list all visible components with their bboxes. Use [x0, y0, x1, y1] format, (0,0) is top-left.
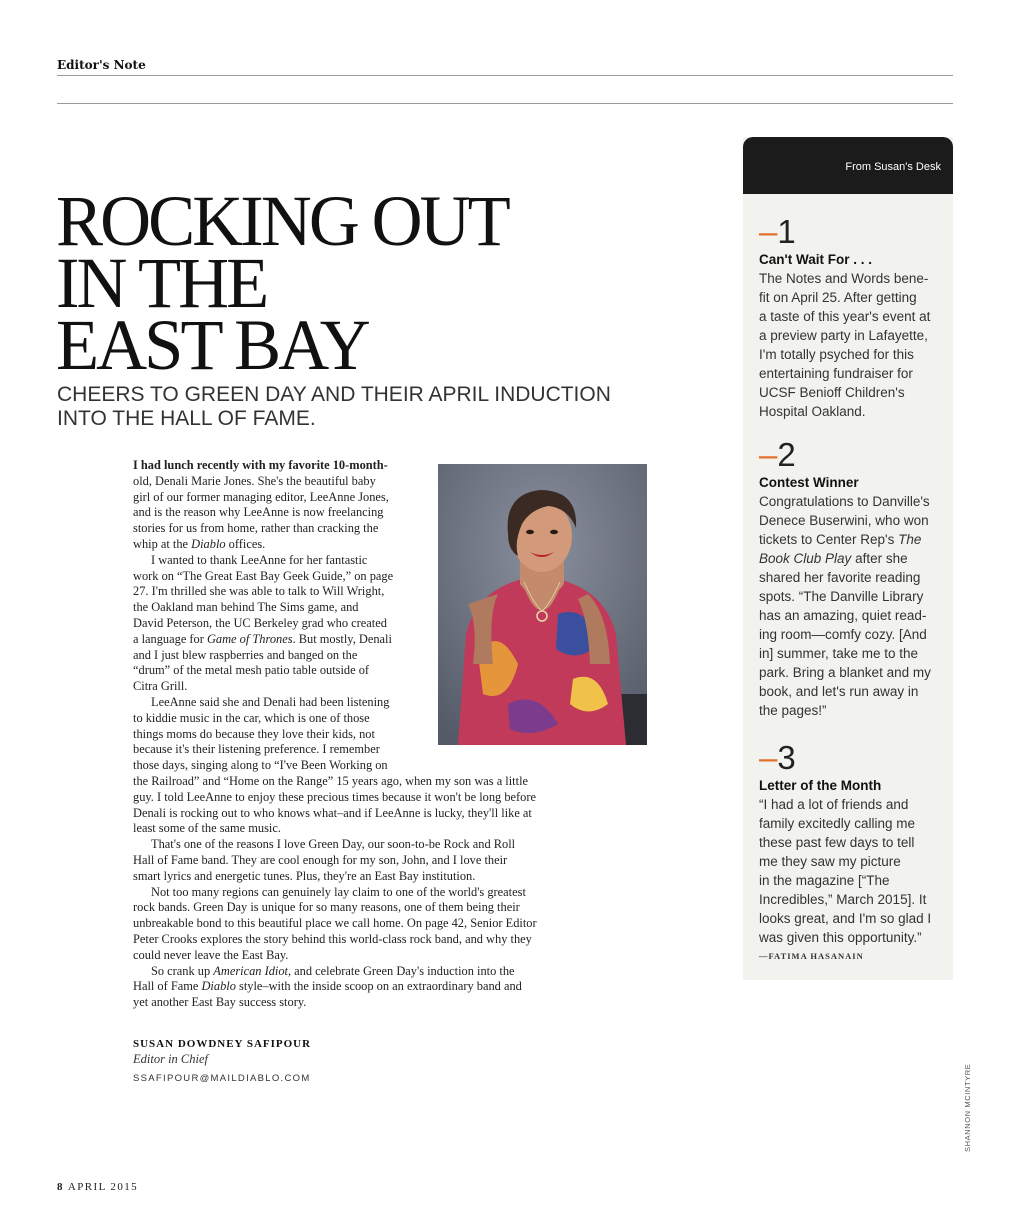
text-line: least some of the same music.	[133, 821, 281, 836]
headline	[56, 181, 508, 385]
number-digit: 1	[777, 213, 795, 250]
paragraph	[133, 885, 573, 964]
text-line: and is the reason why LeeAnne is now freelancing	[133, 505, 384, 520]
subheadline-line: CHEERS TO GREEN DAY AND THEIR APRIL INDUCTION	[57, 383, 611, 406]
text-line: stories for us from home, rather than cracking the	[133, 521, 379, 536]
headline-line: EAST BAY	[56, 305, 368, 385]
lead-in: I had lunch recently with my favorite 10-month-	[133, 458, 388, 472]
sidebar-item-1	[759, 215, 949, 421]
paragraph	[133, 964, 573, 1011]
page-folio	[57, 1181, 138, 1193]
show-title: Game of Thrones	[206, 631, 293, 646]
sidebar-from-susans-desk	[743, 137, 953, 980]
text-run: a language for	[133, 631, 207, 646]
text-line: shared her favorite reading	[759, 570, 921, 585]
text-line: park. Bring a blanket and my	[759, 665, 931, 680]
album-title: American Idiot	[213, 963, 288, 978]
item-body	[759, 269, 949, 421]
page-number: 8	[57, 1181, 64, 1193]
text-line: old, Denali Marie Jones. She's the beautiful baby	[133, 473, 376, 488]
header-rule	[57, 75, 953, 76]
text-line: David Peterson, the UC Berkeley grad who created	[133, 615, 387, 630]
text-line: the Oakland man behind The Sims game, and	[133, 600, 359, 615]
text-run: style–with the inside scoop on an extraordinary band and	[235, 979, 522, 994]
text-line: ing room—comfy cozy. [And	[759, 627, 927, 642]
item-body	[759, 492, 949, 720]
text-run: So crank up	[151, 963, 214, 978]
text-line: these past few days to tell	[759, 835, 915, 850]
text-line	[115, 979, 573, 995]
paragraph	[133, 695, 573, 837]
text-line: unbreakable bond to this beautiful place we call home. On page 42, Senior Editor	[133, 916, 537, 931]
text-line: because it's their listening preference. I remember	[133, 742, 380, 757]
text-line: the pages!”	[759, 703, 827, 718]
text-run: whip at the	[133, 536, 192, 551]
text-line: book, and let's run away in	[759, 684, 919, 699]
text-line: “drum” of the metal mesh patio table outside of	[133, 663, 370, 678]
item-title: Can't Wait For . . .	[759, 252, 872, 267]
text-run: , and celebrate Green Day's induction into the	[287, 963, 515, 978]
text-line: things moms do because they love their kids, not	[133, 726, 375, 741]
section-label: Editor's Note	[57, 58, 146, 72]
text-line: I wanted to thank LeeAnne for her fantastic	[151, 552, 368, 567]
text-line: family excitedly calling me	[759, 816, 916, 831]
text-line: That's one of the reasons I love Green Day, our soon-to-be Rock and Roll	[151, 837, 516, 852]
headline-line: IN THE	[56, 243, 267, 323]
text-line: guy. I told LeeAnne to enjoy these precious times because it won't be long before	[133, 789, 536, 804]
text-line: me they saw my picture	[759, 854, 901, 869]
text-line: Denali is rocking out to who knows what–and if LeeAnne is lucky, they'll like at	[133, 805, 532, 820]
text-line: I'm totally psyched for this	[759, 347, 914, 362]
item-body	[759, 795, 949, 947]
item-number	[759, 438, 949, 472]
text-line: was given this opportunity.”	[759, 930, 922, 945]
play-title: Book Club Play	[759, 551, 852, 566]
text-line	[133, 537, 573, 553]
text-line: girl of our former managing editor, LeeAnne Jones,	[133, 489, 389, 504]
text-line: a preview party in Lafayette,	[759, 328, 928, 343]
paragraph	[133, 553, 573, 695]
text-run: . But mostly, Denali	[292, 631, 392, 646]
text-line: those days, singing along to “I've Been Working on	[133, 758, 388, 773]
text-line: Congratulations to Danville's	[759, 494, 930, 509]
text-line: could never leave the East Bay.	[133, 947, 289, 962]
item-title: Letter of the Month	[759, 778, 882, 793]
text-line: UCSF Benioff Children's	[759, 385, 905, 400]
subheadline-line: INTO THE HALL OF FAME.	[57, 407, 316, 430]
sidebar-header: From Susan's Desk	[743, 137, 953, 194]
text-line: Denece Buserwini, who won	[759, 513, 929, 528]
text-line: and I just blew raspberries and banged on the	[133, 647, 358, 662]
text-line: yet another East Bay success story.	[133, 995, 307, 1010]
item-number	[759, 215, 949, 249]
text-line: to kiddie music in the car, which is one of those	[133, 710, 370, 725]
text-line: fit on April 25. After getting	[759, 290, 917, 305]
text-run: offices.	[225, 536, 266, 551]
text-line: the Railroad” and “Home on the Range” 15 years ago, when my son was a little	[133, 773, 529, 788]
accent-dash: –	[759, 213, 777, 250]
number-digit: 3	[777, 739, 795, 776]
text-line: Hall of Fame band. They are cool enough for my son, John, and I love their	[133, 852, 508, 867]
number-digit: 2	[777, 436, 795, 473]
item-number	[759, 741, 949, 775]
text-run: Hall of Fame	[133, 979, 202, 994]
play-title: The	[898, 532, 922, 547]
text-line	[115, 632, 573, 648]
text-line: LeeAnne said she and Denali had been listening	[151, 694, 390, 709]
text-line: smart lyrics and energetic tunes. Plus, they're an East Bay institution.	[133, 868, 476, 883]
text-line	[133, 964, 573, 980]
text-line: in the magazine [“The	[759, 873, 890, 888]
magazine-name: Diablo	[201, 979, 236, 994]
issue-date: APRIL 2015	[67, 1181, 139, 1193]
text-line: rock bands. Green Day is unique for so many reasons, one of them being their	[133, 900, 520, 915]
author-name: SUSAN DOWDNEY SAFIPOUR	[133, 1038, 312, 1050]
text-line: Peter Crooks explores the story behind this world-class rock band, and why they	[133, 931, 532, 946]
signature-block	[133, 1038, 311, 1084]
text-line: The Notes and Words bene-	[759, 271, 929, 286]
text-line: a taste of this year's event at	[759, 309, 931, 324]
text-line	[759, 530, 949, 549]
headline-line: ROCKING OUT	[56, 181, 508, 261]
text-line: 27. I'm thrilled she was able to talk to Will Wright,	[133, 584, 385, 599]
text-line: Hospital Oakland.	[759, 404, 866, 419]
text-run: tickets to Center Rep's	[759, 532, 899, 547]
author-title: Editor in Chief	[133, 1052, 208, 1066]
text-line: “I had a lot of friends and	[759, 797, 909, 812]
sidebar-item-3	[759, 741, 949, 961]
accent-dash: –	[759, 739, 777, 776]
accent-dash: –	[759, 436, 777, 473]
text-line: Not too many regions can genuinely lay claim to one of the world's greatest	[151, 884, 526, 899]
magazine-name: Diablo	[191, 536, 226, 551]
sidebar-item-2	[759, 438, 949, 720]
paragraph	[133, 458, 573, 553]
text-line	[759, 549, 949, 568]
header-rule-lower	[57, 103, 953, 104]
text-line: spots. “The Danville Library	[759, 589, 924, 604]
text-line: looks great, and I'm so glad I	[759, 911, 932, 926]
editor-letter-body	[133, 458, 573, 1011]
text-run: after she	[851, 551, 908, 566]
text-line: Citra Grill.	[133, 679, 188, 694]
subheadline	[57, 383, 617, 431]
text-line: in] summer, take me to the	[759, 646, 919, 661]
photo-credit: SHANNON MCINTYRE	[963, 1063, 972, 1152]
item-title: Contest Winner	[759, 475, 859, 490]
paragraph	[133, 837, 573, 884]
text-line: Incredibles,” March 2015]. It	[759, 892, 927, 907]
text-line: work on “The Great East Bay Geek Guide,” on page	[133, 568, 394, 583]
text-line: has an amazing, quiet read-	[759, 608, 927, 623]
text-line: entertaining fundraiser for	[759, 366, 913, 381]
author-email-link[interactable]: SSAFIPOUR@MAILDIABLO.COM	[133, 1073, 311, 1084]
letter-attribution: —FATIMA HASANAIN	[759, 951, 864, 961]
